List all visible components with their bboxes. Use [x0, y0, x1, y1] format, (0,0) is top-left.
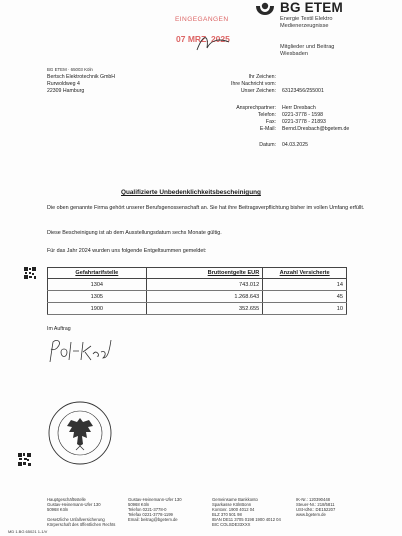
tariff-cell: 1305	[48, 291, 147, 303]
footer-text: Steuer-Nr.: 218/5811	[296, 502, 335, 507]
footer-text: IBAN DE11 3705 0198 1900 4012 04	[212, 517, 281, 522]
footer-text: Hauptgeschäftsstelle	[47, 497, 86, 502]
brand-line-2: Medienerzeugnisse	[280, 23, 329, 29]
table-row	[48, 279, 347, 291]
fax-value: 0221-3778 - 21893	[282, 119, 326, 125]
document-qr-code-icon	[18, 453, 31, 466]
date-label: Datum:	[259, 142, 276, 148]
footer-text: Telefax 0221-3778-1199	[128, 512, 173, 517]
gross-wages-cell: 352.655	[146, 303, 263, 315]
email-value[interactable]: Bernd.Dresbach@bgetem.de	[282, 126, 350, 132]
your-message-label: Ihre Nachricht vom:	[231, 81, 276, 87]
qr-code-icon	[24, 267, 36, 279]
footer-column-ids	[296, 497, 335, 517]
recipient-line-1: Bertsch Elektrotechnik GmbH	[47, 74, 116, 80]
sender-line: BG ETEM · 65003 Köln	[47, 67, 93, 72]
footer-text: Gesetzliche Unfallversicherung	[47, 517, 105, 522]
footer-text: IK-Nr.: 120390448	[296, 497, 330, 502]
footer-column-bank	[212, 497, 281, 527]
fax-label: Fax:	[265, 119, 276, 125]
paragraph-wage-sums: Für das Jahr 2024 wurden uns folgende Entgeltsummen gemeldet:	[47, 248, 207, 254]
tariff-cell: 1304	[48, 279, 147, 291]
footer-column-address	[47, 497, 115, 527]
location-line-1: Mitglieder und Beitrag	[280, 44, 335, 50]
footer-text: Gustav-Heinemann-Ufer 130	[47, 502, 101, 507]
stamp-title: EINGEGANGEN	[175, 16, 229, 23]
column-header-gross-wages: Bruttoentgelte EUR	[146, 268, 263, 279]
footer-text: Gustav-Heinemann-Ufer 130	[128, 497, 182, 502]
footer-text[interactable]: Email: beitrag@bgetem.de	[128, 517, 178, 522]
footer-text: Telefon 0221-3778-0	[128, 507, 167, 512]
column-header-tariff: Gefahrtarifstelle	[48, 268, 147, 279]
wage-sum-table	[47, 267, 347, 315]
footer-text: BLZ 370 501 98	[212, 512, 242, 517]
stamp-date: 07 MRZ. 2025	[176, 34, 230, 44]
table-row	[48, 291, 347, 303]
contact-person-value: Herr Dresbach	[282, 105, 316, 111]
column-header-insured-count: Anzahl Versicherte	[263, 268, 347, 279]
phone-value: 0221-3778 - 1598	[282, 112, 323, 118]
table-row	[48, 303, 347, 315]
footer-text: 50968 Köln	[47, 507, 69, 512]
footer-text: Sparkasse KölnBonn	[212, 502, 252, 507]
insured-count-cell: 10	[263, 303, 347, 315]
insured-count-cell: 14	[263, 279, 347, 291]
footer-text: Kontonr. 1900 4012 04	[212, 507, 255, 512]
phone-label: Telefon:	[257, 112, 276, 118]
table-header-row	[48, 268, 347, 279]
handwritten-signature-icon	[47, 336, 117, 368]
brand-line-1: Energie Textil Elektro	[280, 16, 333, 22]
our-reference-value: 63123456/255001	[282, 88, 324, 94]
document-code: MD 1.BG 65021 1-1/V	[8, 529, 48, 534]
email-label: E-Mail:	[259, 126, 276, 132]
paragraph-validity: Diese Bescheinigung ist ab dem Ausstellungsdatum sechs Monate gültig.	[47, 230, 222, 236]
footer-text: Körperschaft des öffentlichen Rechts	[47, 522, 116, 527]
tariff-cell: 1900	[48, 303, 147, 315]
gross-wages-cell: 1.268.643	[146, 291, 263, 303]
our-reference-label: Unser Zeichen:	[240, 88, 276, 94]
on-behalf-label: Im Auftrag	[47, 326, 71, 332]
date-value: 04.03.2025	[282, 142, 308, 148]
footer-text: Gemeinsame Bankkonto	[212, 497, 258, 502]
recipient-line-2: Rurwoldweg 4	[47, 81, 80, 87]
footer-text: USt-IdNr.: DE152207	[296, 507, 336, 512]
received-stamp	[173, 16, 233, 54]
footer-text: 50968 Köln	[128, 502, 150, 507]
bg-etem-logo-icon	[253, 2, 277, 24]
recipient-line-3: 22309 Hamburg	[47, 88, 85, 94]
footer-column-contact	[128, 497, 182, 522]
brand-name: BG ETEM	[280, 0, 343, 15]
footer-text: BIC COLSDE33XXX	[212, 522, 251, 527]
your-reference-label: Ihr Zeichen:	[248, 74, 276, 80]
insured-count-cell: 45	[263, 291, 347, 303]
location-line-2: Wiesbaden	[280, 51, 308, 57]
document-title: Qualifizierte Unbedenklichkeitsbescheinigung	[121, 189, 261, 196]
contact-person-label: Ansprechpartner:	[236, 105, 276, 111]
gross-wages-cell: 743.012	[146, 279, 263, 291]
official-seal-icon	[47, 400, 113, 466]
stamp-initials-icon	[193, 30, 233, 54]
footer-text[interactable]: www.bgetem.de	[296, 512, 326, 517]
paragraph-membership: Die oben genannte Firma gehört unserer Berufsgenossenschaft an. Sie hat ihre Beitragsverpflichtung bisher im vollen Umfang erfüllt.	[47, 205, 365, 211]
